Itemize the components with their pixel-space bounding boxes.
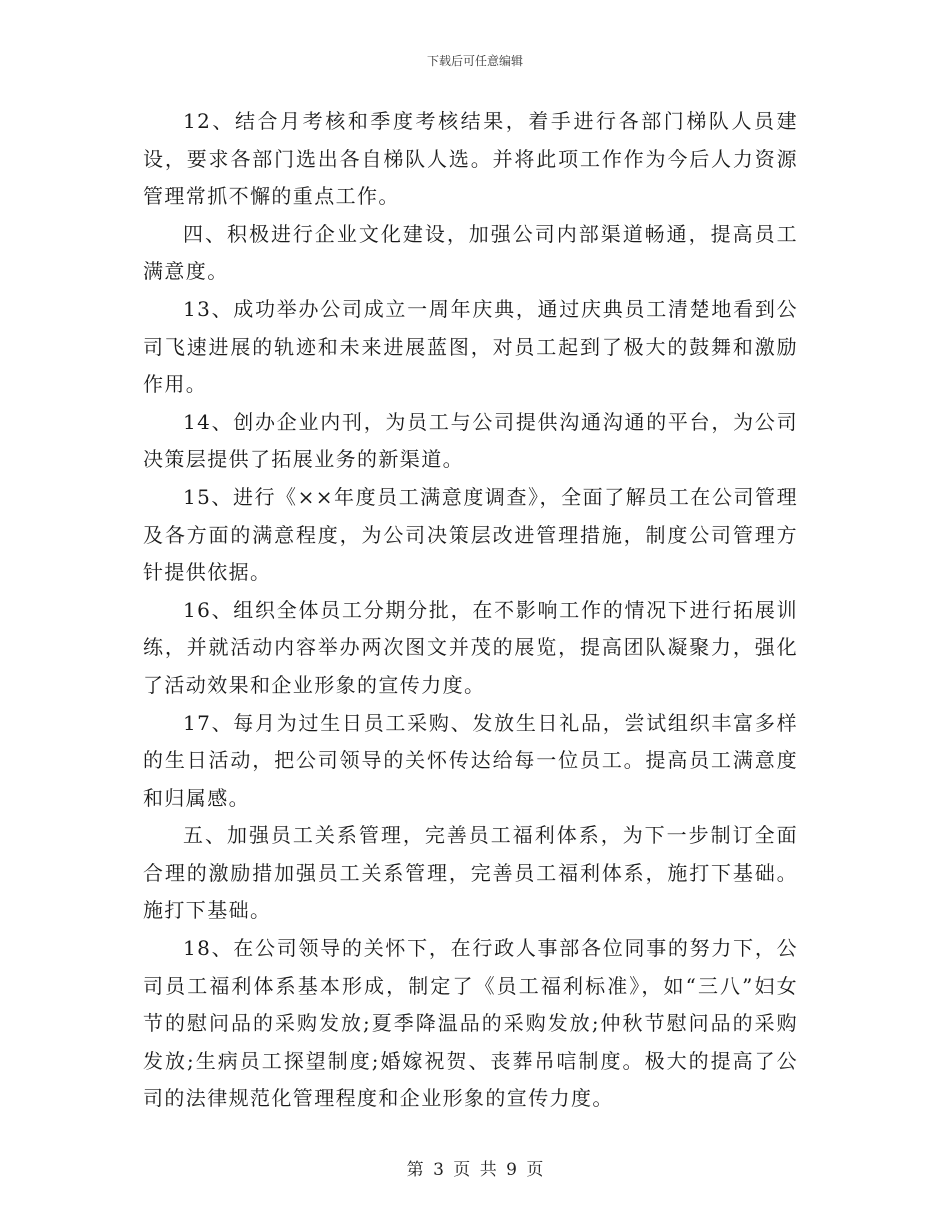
document-body	[143, 103, 798, 1118]
paragraph-item-15: 15、进行《××年度员工满意度调查》，全面了解员工在公司管理及各方面的满意程度，为公司决策层改进管理措施，制度公司管理方针提供依据。	[143, 484, 798, 585]
section-heading-culture: 四、积极进行企业文化建设，加强公司内部渠道畅通，提高员工满意度。	[143, 221, 798, 284]
paragraph-item-16: 16、组织全体员工分期分批，在不影响工作的情况下进行拓展训练，并就活动内容举办两次图文并茂的展览，提高团队凝聚力，强化了活动效果和企业形象的宣传力度。	[143, 597, 798, 697]
paragraph-item-12: 12、结合月考核和季度考核结果，着手进行各部门梯队人员建设，要求各部门选出各自梯队人选。并将此项工作作为今后人力资源管理常抓不懈的重点工作。	[143, 109, 798, 209]
section-heading-relations: 五、加强员工关系管理，完善员工福利体系，为下一步制订全面合理的激励措加强员工关系管理，完善员工福利体系，施打下基础。施打下基础。	[143, 823, 798, 923]
paragraph-item-17: 17、每月为过生日员工采购、发放生日礼品，尝试组织丰富多样的生日活动，把公司领导的关怀传达给每一位员工。提高员工满意度和归属感。	[143, 710, 798, 810]
page-header: 下载后可任意编辑	[426, 54, 523, 68]
paragraph-item-13: 13、成功举办公司成立一周年庆典，通过庆典员工清楚地看到公司飞速进展的轨迹和未来进展蓝图，对员工起到了极大的鼓舞和激励作用。	[143, 296, 798, 397]
paragraph-item-14: 14、创办企业内刊，为员工与公司提供沟通沟通的平台，为公司决策层提供了拓展业务的新渠道。	[143, 409, 798, 472]
paragraph-item-18: 18、在公司领导的关怀下，在行政人事部各位同事的努力下，公司员工福利体系基本形成，制定了《员工福利标准》，如“三八”妇女节的慰问品的采购发放;夏季降温品的采购发放;仲秋节慰问品的采购发放;生病员工探望制度;婚嫁祝贺、丧葬吊唁制度。极大的提高了公司的法律规范化管理程度和企业形象的宣传力度。	[143, 936, 798, 1111]
page-footer: 第 3 页 共 9 页	[406, 1160, 544, 1180]
